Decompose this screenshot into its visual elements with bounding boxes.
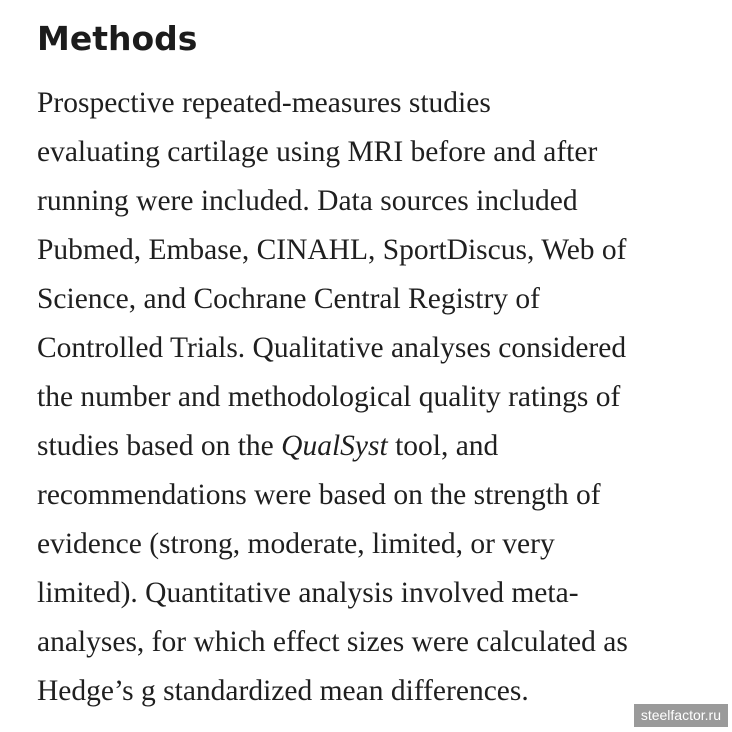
paragraph-text: studies based on the xyxy=(37,430,282,462)
paragraph-line xyxy=(37,422,727,471)
paragraph-line: evidence (strong, moderate, limited, or very xyxy=(37,528,555,560)
paragraph-line: Controlled Trials. Qualitative analyses considered xyxy=(37,332,627,364)
paragraph-text: tool, and xyxy=(387,430,499,462)
paragraph-line: Prospective repeated-measures studies xyxy=(37,87,491,119)
paragraph-line: the number and methodological quality ratings of xyxy=(37,381,621,413)
paragraph-line: recommendations were based on the strength of xyxy=(37,479,601,511)
paragraph-line: evaluating cartilage using MRI before and after xyxy=(37,136,598,168)
section-heading: Methods xyxy=(37,19,198,58)
paragraph-line: Science, and Cochrane Central Registry of xyxy=(37,283,540,315)
watermark-label: steelfactor.ru xyxy=(634,704,728,727)
paragraph-line: Pubmed, Embase, CINAHL, SportDiscus, Web of xyxy=(37,234,627,266)
paragraph-line: analyses, for which effect sizes were calculated as xyxy=(37,626,628,658)
methods-paragraph xyxy=(37,79,727,716)
tool-name-italic: QualSyst xyxy=(281,430,388,462)
paragraph-line: Hedge’s g standardized mean differences. xyxy=(37,675,529,707)
paragraph-line: running were included. Data sources included xyxy=(37,185,578,217)
paragraph-line: limited). Quantitative analysis involved meta- xyxy=(37,577,579,609)
